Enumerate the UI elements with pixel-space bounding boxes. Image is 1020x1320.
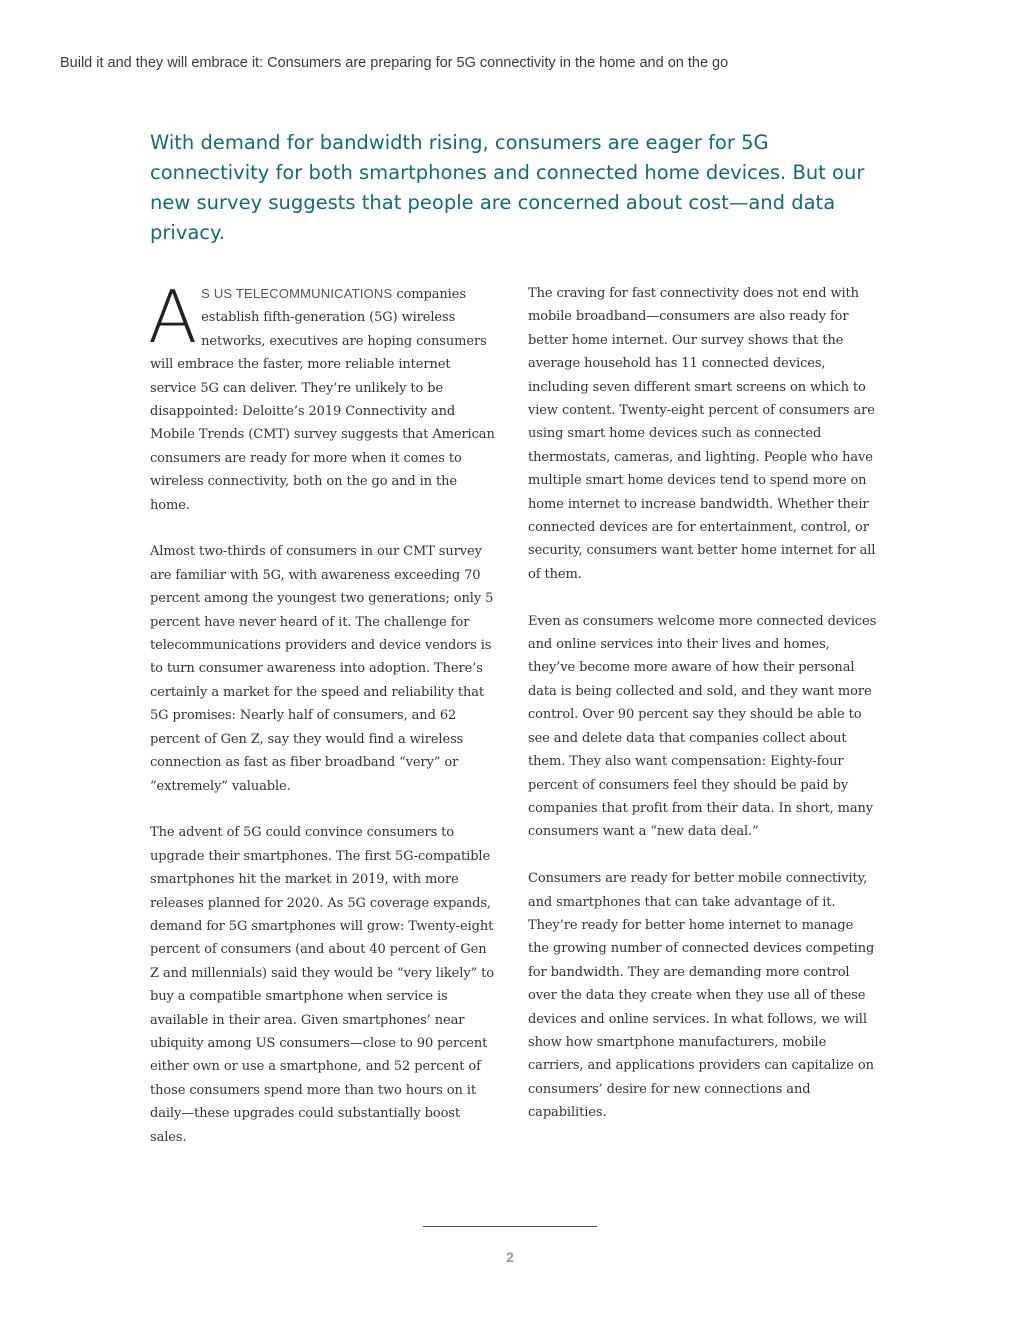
lead-in-caps: S US TELECOMMUNICATIONS (201, 286, 393, 301)
left-column (148, 275, 496, 1172)
drop-cap: A (148, 275, 198, 359)
page-number: 2 (506, 1249, 514, 1265)
right-paragraph-2: Even as consumers welcome more connected devices and online services into their lives and homes, they’ve become more aware of how their personal data is being collected and sold, and they want more control. Over 90 percent say they should be able to see and delete data that companies collect about them. They also want compensation: Eighty-four percent of consumers feel they should be paid by companies that profit from their data. In short, many consumers want a “new data deal.” (528, 613, 877, 840)
right-paragraph-3: Consumers are ready for better mobile connectivity, and smartphones that can take advantage of it. They’re ready for better home internet to manage the growing number of connected devices competing for bandwidth. They are demanding more control over the data they create when they use all of these devices and online services. In what follows, we will show how smartphone manufacturers, mobile carriers, and applications providers can capitalize on consumers’ desire for new connections and capabilities. (528, 871, 875, 1121)
left-paragraph-1 (148, 275, 496, 517)
footer-divider (423, 1226, 597, 1227)
left-paragraph-3: The advent of 5G could convince consumers to upgrade their smartphones. The first 5G-compatible smartphones hit the market in 2019, with more releases planned for 2020. As 5G coverage expands, demand for 5G smartphones will grow: Twenty-eight percent of consumers (and about 40 percent of Gen Z and millennials) said they would be “very likely” to buy a compatible smartphone when service is available in their area. Given smartphones’ near ubiquity among US consumers—close to 90 percent either own or use a smartphone, and 52 percent of those consumers spend more than two hours on it daily—these upgrades could substantially boost sales. (150, 825, 495, 1145)
intro-summary: With demand for bandwidth rising, consumers are eager for 5G connectivity for both smartphones and connected home devices. But our new survey suggests that people are concerned about cost—and data privacy. (150, 131, 865, 244)
right-paragraph-1: The craving for fast connectivity does not end with mobile broadband—consumers are also ready for better home internet. Our survey shows that the average household has 11 connected devices, including seven different smart screens on which to view content. Twenty-eight percent of consumers are using smart home devices such as connected thermostats, cameras, and lighting. People who have multiple smart home devices tend to spend more on home internet to increase bandwidth. Whether their connected devices are for entertainment, control, or security, consumers want better home internet for all of them. (528, 286, 876, 582)
left-paragraph-2: Almost two-thirds of consumers in our CMT survey are familiar with 5G, with awareness exceeding 70 percent among the youngest two generations; only 5 percent have never heard of it. The challenge for telecommunications providers and device vendors is to turn consumer awareness into adoption. There’s certainly a market for the speed and reliability that 5G promises: Nearly half of consumers, and 62 percent of Gen Z, say they would find a wireless connection as fast as fiber broadband “very” or “extremely” valuable. (150, 544, 494, 794)
right-column (528, 282, 878, 1148)
left-paragraph-1-text: companies establish fifth-generation (5G) wireless networks, executives are hoping consumers will embrace the faster, more reliable internet service 5G can deliver. They’re unlikely to be disappointed: Deloitte’s 2019 Connectivity and Mobile Trends (CMT) survey suggests that American consumers are ready for more when it comes to wireless connectivity, both on the go and in the home. (150, 287, 495, 513)
running-header: Build it and they will embrace it: Consumers are preparing for 5G connectivity in the home and on the go (60, 55, 729, 71)
